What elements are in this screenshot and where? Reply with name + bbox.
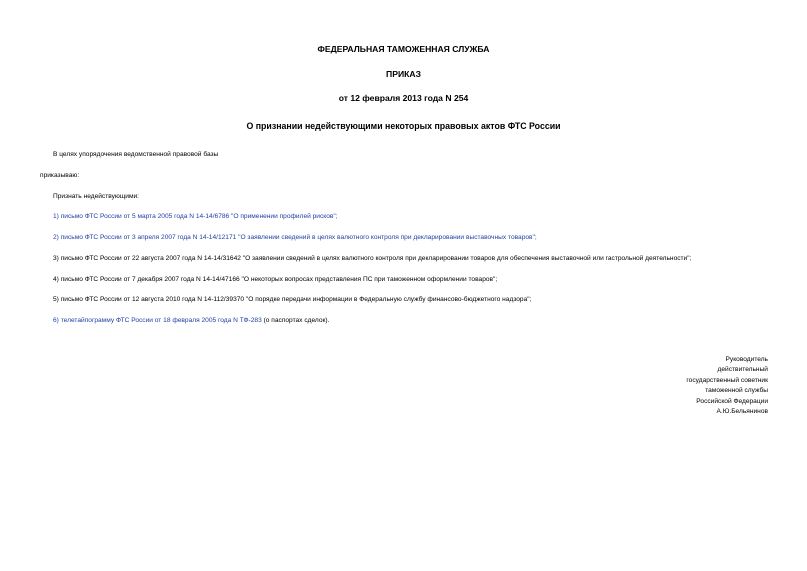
signature-line: таможенной службы: [705, 387, 768, 395]
item-number: 5): [53, 296, 59, 303]
item-number: 1): [53, 213, 59, 220]
signature-line: государственный советник: [686, 376, 768, 384]
organization-heading: ФЕДЕРАЛЬНАЯ ТАМОЖЕННАЯ СЛУЖБА: [317, 44, 490, 54]
item-text: письмо ФТС России от 12 августа 2010 года N 14-112/39370 "О порядке передачи информации в Федеральную службу финансово-бюджетного надзора";: [60, 296, 532, 303]
signature-name: А.Ю.Бельянинов: [716, 408, 768, 416]
order-word: приказываю:: [40, 172, 80, 179]
signature-line: Российской Федерации: [696, 397, 768, 405]
document-date-number: от 12 февраля 2013 года N 254: [338, 93, 469, 103]
item-tail: ;: [335, 213, 338, 220]
item-text: письмо ФТС России от 22 августа 2007 года N 14-14/31642 "О заявлении сведений в целях валютного контроля при декларировании товаров для обеспечения выставочной или гастрольной деятельности";: [60, 255, 692, 262]
list-item: [53, 317, 329, 325]
signature-block: [686, 355, 768, 417]
list-item: [53, 296, 531, 304]
document-type-heading: ПРИКАЗ: [386, 69, 421, 79]
document-link[interactable]: письмо ФТС России от 3 апреля 2007 года N 14-14/12171 "О заявлении сведений в целях валютного контроля при декларировании выставочных товаров": [60, 234, 535, 241]
item-number: 6): [53, 317, 59, 324]
document-title: О признании недействующими некоторых правовых актов ФТС России: [246, 121, 561, 131]
item-tail: (о паспортах сделок).: [261, 317, 330, 324]
preamble-text: В целях упорядочения ведомственной правовой базы: [53, 151, 219, 158]
item-number: 4): [53, 276, 59, 283]
item-number: 2): [53, 234, 59, 241]
signature-line: действительный: [717, 366, 768, 374]
item-text: письмо ФТС России от 7 декабря 2007 года N 14-14/47166 "О некоторых вопросах представления ПС при таможенном оформлении товаров";: [60, 276, 498, 283]
document-link[interactable]: письмо ФТС России от 5 марта 2005 года N 14-14/6786 "О применении профилей рисков": [60, 213, 336, 220]
item-number: 3): [53, 255, 59, 262]
signature-line: Руководитель: [725, 356, 768, 363]
item-tail: ;: [534, 234, 537, 241]
list-item: [53, 213, 338, 221]
document-link[interactable]: телетайпограмму ФТС России от 18 февраля 2005 года N ТФ-283: [60, 317, 262, 324]
recognize-text: Признать недействующими:: [53, 193, 139, 200]
list-item: [53, 234, 537, 242]
list-item: [53, 276, 497, 284]
list-item: [53, 255, 691, 263]
